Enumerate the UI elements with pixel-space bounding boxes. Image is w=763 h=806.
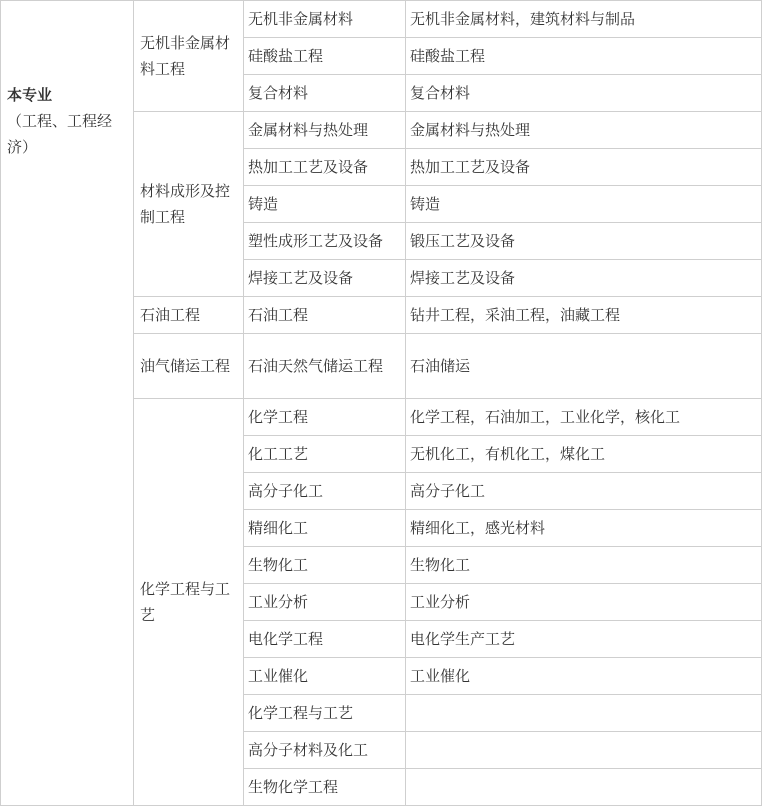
old-major: 生物化工 [406,547,762,584]
new-major: 热加工工艺及设备 [244,149,406,186]
old-major [406,732,762,769]
new-major: 生物化学工程 [244,769,406,806]
level1-cell [1,1,134,806]
new-major: 生物化工 [244,547,406,584]
level1-title: 本专业 [7,86,53,104]
new-major: 化学工程与工艺 [244,695,406,732]
old-major: 工业催化 [406,658,762,695]
group-name: 无机非金属材料工程 [134,1,244,112]
new-major: 复合材料 [244,75,406,112]
new-major: 电化学工程 [244,621,406,658]
new-major: 工业催化 [244,658,406,695]
new-major: 无机非金属材料 [244,1,406,38]
group-name: 化学工程与工艺 [134,399,244,806]
group-name: 石油工程 [134,297,244,334]
old-major: 钻井工程，采油工程，油藏工程 [406,297,762,334]
group-name: 油气储运工程 [134,334,244,399]
level1-subtitle: （工程、工程经济） [7,112,113,156]
old-major: 锻压工艺及设备 [406,223,762,260]
new-major: 精细化工 [244,510,406,547]
new-major: 金属材料与热处理 [244,112,406,149]
old-major: 焊接工艺及设备 [406,260,762,297]
group-name: 材料成形及控制工程 [134,112,244,297]
old-major: 无机非金属材料，建筑材料与制品 [406,1,762,38]
new-major: 化工工艺 [244,436,406,473]
old-major: 精细化工，感光材料 [406,510,762,547]
old-major: 工业分析 [406,584,762,621]
table-row [1,1,762,38]
new-major: 焊接工艺及设备 [244,260,406,297]
old-major: 化学工程，石油加工，工业化学，核化工 [406,399,762,436]
new-major: 硅酸盐工程 [244,38,406,75]
new-major: 石油天然气储运工程 [244,334,406,399]
old-major [406,695,762,732]
old-major: 高分子化工 [406,473,762,510]
old-major: 石油储运 [406,334,762,399]
old-major [406,769,762,806]
old-major: 铸造 [406,186,762,223]
new-major: 塑性成形工艺及设备 [244,223,406,260]
new-major: 石油工程 [244,297,406,334]
old-major: 热加工工艺及设备 [406,149,762,186]
old-major: 复合材料 [406,75,762,112]
new-major: 高分子化工 [244,473,406,510]
old-major: 硅酸盐工程 [406,38,762,75]
old-major: 金属材料与热处理 [406,112,762,149]
old-major: 电化学生产工艺 [406,621,762,658]
new-major: 高分子材料及化工 [244,732,406,769]
new-major: 工业分析 [244,584,406,621]
new-major: 铸造 [244,186,406,223]
old-major: 无机化工，有机化工，煤化工 [406,436,762,473]
new-major: 化学工程 [244,399,406,436]
